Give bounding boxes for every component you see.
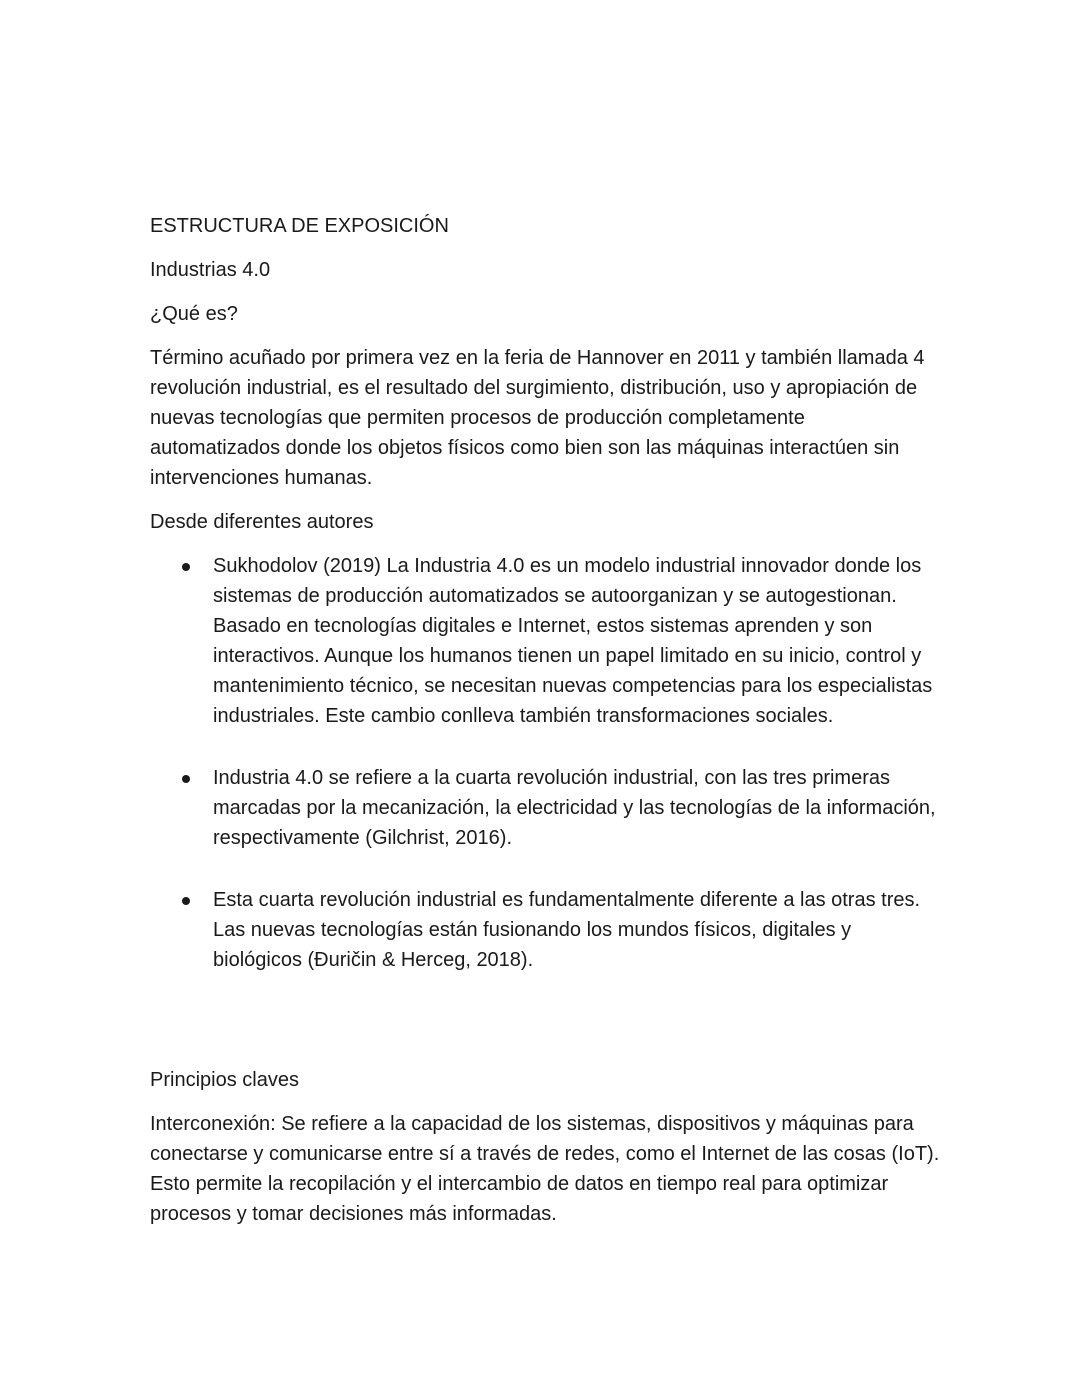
authors-list: [150, 551, 940, 975]
spacer: [150, 1007, 940, 1065]
interconnection-paragraph: Interconexión: Se refiere a la capacidad de los sistemas, dispositivos y máquinas para conectarse y comunicarse entre sí a través de redes, como el Internet de las cosas (IoT). Esto permite la recopilación y el intercambio de datos en tiempo real para optimizar procesos y tomar decisiones más informadas.: [150, 1113, 940, 1225]
document-subtitle: Industrias 4.0: [150, 259, 271, 281]
list-item-text: Sukhodolov (2019) La Industria 4.0 es un modelo industrial innovador donde los sistemas de producción automatizados se autoorganizan y se autogestionan. Basado en tecnologías digitales e Internet, estos sistemas aprenden y son interactivos. Aunque los humanos tienen un papel limitado en su inicio, control y mantenimiento técnico, se necesitan nuevas competencias para los especialistas industriales. Este cambio conlleva también transformaciones sociales.: [213, 555, 933, 727]
list-item-text: Esta cuarta revolución industrial es fundamentalmente diferente a las otras tres. Las nuevas tecnologías están fusionando los mundos físicos, digitales y biológicos (Đuričin & Herceg, 2018).: [213, 889, 921, 971]
document-page: [150, 211, 940, 1243]
bullet-icon: [182, 775, 190, 783]
bullet-icon: [182, 897, 190, 905]
list-item: [150, 763, 940, 853]
bullet-icon: [182, 563, 190, 571]
definition-paragraph: Término acuñado por primera vez en la feria de Hannover en 2011 y también llamada 4 revolución industrial, es el resultado del surgimiento, distribución, uso y apropiación de nuevas tecnologías que permiten procesos de producción completamente automatizados donde los objetos físicos como bien son las máquinas interactúen sin intervenciones humanas.: [150, 347, 925, 489]
list-item: [150, 885, 940, 975]
authors-heading: Desde diferentes autores: [150, 511, 374, 533]
list-item: [150, 551, 940, 731]
principles-heading: Principios claves: [150, 1069, 299, 1091]
list-item-text: Industria 4.0 se refiere a la cuarta revolución industrial, con las tres primeras marcadas por la mecanización, la electricidad y las tecnologías de la información, respectivamente (Gilchrist, 2016).: [213, 767, 936, 849]
document-title: ESTRUCTURA DE EXPOSICIÓN: [150, 215, 449, 237]
question-heading: ¿Qué es?: [150, 303, 238, 325]
